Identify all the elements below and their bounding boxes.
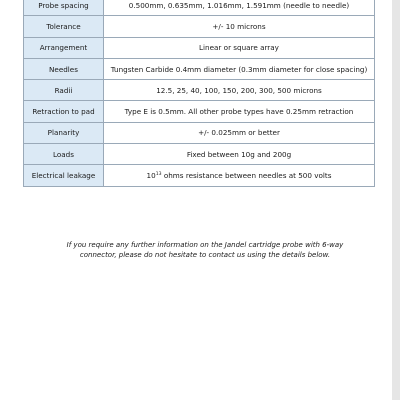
- specifications-table: [23, 0, 375, 187]
- row-label: Loads: [24, 144, 104, 165]
- table-row: [24, 122, 375, 143]
- table-row: [24, 58, 375, 79]
- row-label: Retraction to pad: [24, 101, 104, 122]
- table-row: [24, 37, 375, 58]
- row-label: Needles: [24, 58, 104, 79]
- row-value: Fixed between 10g and 200g: [104, 144, 375, 165]
- row-value: +/- 10 microns: [104, 16, 375, 37]
- table-row: [24, 101, 375, 122]
- row-value: [104, 165, 375, 186]
- table-row: [24, 165, 375, 186]
- row-value: 0.500mm, 0.635mm, 1.016mm, 1.591mm (needle to needle): [104, 0, 375, 16]
- contact-note: [40, 240, 370, 260]
- table-row: [24, 16, 375, 37]
- row-value: Type E is 0.5mm. All other probe types have 0.25mm retraction: [104, 101, 375, 122]
- leakage-exponent: 13: [155, 172, 162, 178]
- row-value: +/- 0.025mm or better: [104, 122, 375, 143]
- row-label: Tolerance: [24, 16, 104, 37]
- row-label: Radii: [24, 80, 104, 101]
- contact-note-line-1: If you require any further information on the Jandel cartridge probe with 6-way: [66, 241, 344, 249]
- table-row: [24, 144, 375, 165]
- contact-note-line-2: connector, please do not hesitate to contact us using the details below.: [79, 251, 331, 259]
- row-label: Arrangement: [24, 37, 104, 58]
- row-label: Planarity: [24, 122, 104, 143]
- row-value: Linear or square array: [104, 37, 375, 58]
- row-value: 12.5, 25, 40, 100, 150, 200, 300, 500 microns: [104, 80, 375, 101]
- table-row: [24, 0, 375, 16]
- leakage-base: 10: [146, 171, 156, 181]
- row-label: Probe spacing: [24, 0, 104, 16]
- row-value: Tungsten Carbide 0.4mm diameter (0.3mm diameter for close spacing): [104, 58, 375, 79]
- leakage-text: ohms resistance between needles at 500 volts: [161, 171, 332, 181]
- table-row: [24, 80, 375, 101]
- row-label: Electrical leakage: [24, 165, 104, 186]
- page-edge: [392, 0, 400, 400]
